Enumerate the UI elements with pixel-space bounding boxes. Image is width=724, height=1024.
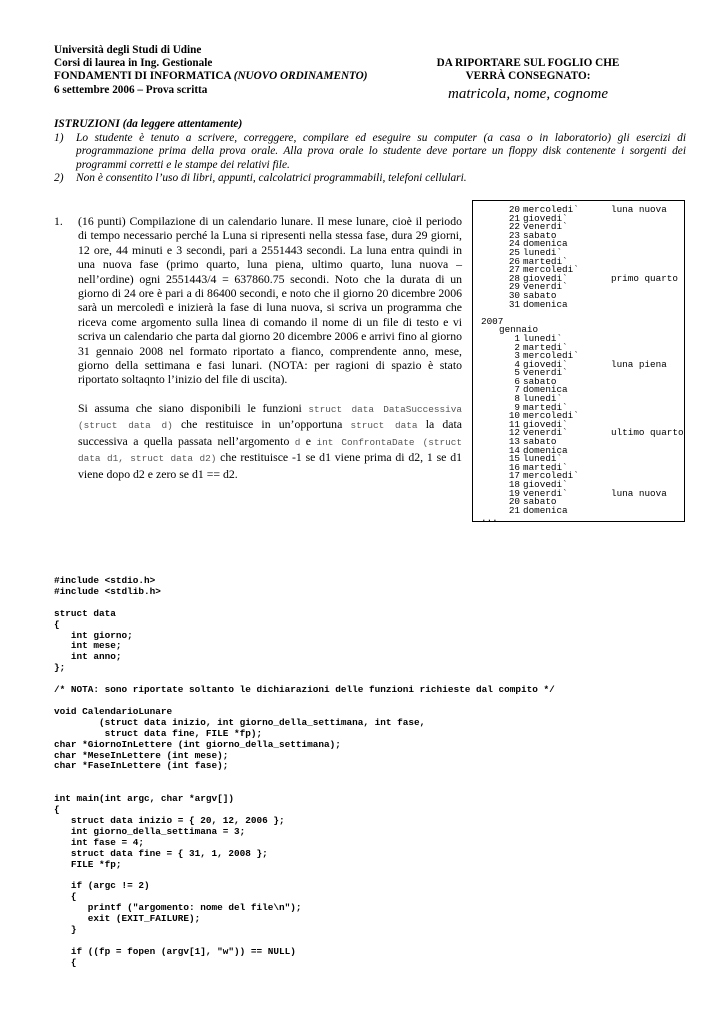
calendar-output-sample bbox=[472, 200, 685, 522]
calendar-day: 18 bbox=[508, 479, 520, 490]
calendar-weekday: domenica bbox=[523, 444, 568, 456]
calendar-line bbox=[473, 246, 684, 258]
calendar-line bbox=[473, 240, 684, 249]
calendar-day: 19 bbox=[508, 487, 520, 499]
calendar-day: 29 bbox=[508, 281, 520, 293]
calendar-line bbox=[473, 309, 684, 318]
calendar-weekday: martedi` bbox=[523, 461, 568, 473]
calendar-day: 10 bbox=[508, 410, 520, 422]
calendar-weekday: venerdi` bbox=[523, 281, 568, 293]
calendar-weekday: lunedi` bbox=[523, 453, 563, 465]
submission-note bbox=[418, 57, 638, 103]
code-datasuccessiva: struct data DataSuccessiva (struct data d) bbox=[78, 403, 462, 432]
calendar-day: 1 bbox=[514, 332, 520, 344]
calendar-weekday: domenica bbox=[523, 298, 568, 310]
calendar-line bbox=[473, 472, 684, 481]
calendar-line bbox=[473, 326, 684, 335]
calendar-moon-phase: ultimo quarto bbox=[611, 427, 684, 439]
text-fragment: Si assuma che siano disponibili le funzioni bbox=[78, 400, 309, 415]
submission-note-line1: DA RIPORTARE SUL FOGLIO CHE bbox=[436, 57, 620, 69]
course-title bbox=[54, 70, 367, 83]
calendar-line bbox=[473, 206, 684, 215]
calendar-weekday: giovedi` bbox=[523, 358, 568, 370]
calendar-line bbox=[473, 375, 684, 387]
calendar-line bbox=[473, 283, 684, 292]
calendar-line bbox=[473, 332, 684, 344]
calendar-day: 30 bbox=[508, 289, 520, 301]
text-fragment: che restituisce -1 se d1 viene prima di d2, 1 se d1 viene dopo d2 e zero se d1 == d2. bbox=[78, 450, 463, 481]
calendar-line bbox=[473, 395, 684, 404]
code-d: d bbox=[294, 436, 301, 448]
exam-date: 6 settembre 2006 – Prova scritta bbox=[54, 83, 208, 96]
calendar-day: 4 bbox=[514, 358, 520, 370]
calendar-line bbox=[473, 412, 684, 421]
calendar-month: gennaio bbox=[499, 324, 539, 336]
exercise-number: 1. bbox=[54, 214, 63, 228]
calendar-moon-phase: luna nuova bbox=[611, 204, 667, 215]
source-code: #include <stdio.h> #include <stdlib.h> struct data { int giorno; int mese; int anno; }; /* NOTA: sono riportate soltanto le dichiarazioni delle funzioni richieste dal compito */ void CalendarioLunare (struct data inizio, int giorno_della_settimana, int fase, struct data fine, FILE *fp); char *GiornoInLettere (int giorno_della_settimana); char *MeseInLettere (int mese); char *FaseInLettere (int fase); int main(int argc, char *argv[]) { struct data inizio = { 20, 12, 2006 }; int giorno_della_settimana = 3; int fase = 4; struct data fine = { 31, 1, 2008 }; FILE *fp; if (argc != 2) { printf ("argomento: nome del file\n"); exit (EXIT_FAILURE); } if ((fp = fopen (argv[1], "w")) == NULL) { bbox=[54, 575, 555, 968]
exercise-functions-note bbox=[78, 401, 462, 481]
calendar-line bbox=[473, 289, 684, 301]
instruction-number: 2) bbox=[54, 172, 64, 185]
calendar-day: 21 bbox=[508, 212, 520, 224]
calendar-weekday: lunedi` bbox=[523, 332, 563, 344]
calendar-line bbox=[473, 386, 684, 395]
exercise-1 bbox=[54, 214, 462, 481]
submission-fields: matricola, nome, cognome bbox=[448, 86, 608, 103]
exercise-description: (16 punti) Compilazione di un calendario lunare. Il mese lunare, cioè il periodo di tempo necessario perché la Luna si ripresenti nella stessa fase, dura 29 giorni, 12 ore, 44 minuti e 3 secondi, pari a 2551443 secondi. La luna entra quindi in una nuova fase (primo quarto, luna piena, ultimo quarto, luna nuova – nell’ordine) ogni 2551443/4 = 637860.75 secondi. Noto che la durata di un giorno di 24 ore è pari a di 86400 secondi, e noto che il giorno 20 dicembre 2006 sarà un mercoledì e inizierà la fase di luna nuova, si scriva un programma che riceva come argomento sulla linea di comando il nome di un file di testo e vi scriva un calendario che parta dal giorno 20 dicembre 2006 e arrivi fino al giorno 31 gennaio 2008 nel formato riportato a fianco, comprendente anno, mese, giorno della settimana e fasi lunari. (NOTA: per ragioni di spazio è stato riportato soltaqnto l’inizio del file di uscita). bbox=[78, 214, 462, 387]
calendar-line bbox=[473, 358, 684, 370]
calendar-weekday: domenica bbox=[523, 384, 568, 396]
calendar-weekday: venerdi` bbox=[523, 427, 568, 439]
calendar-weekday: venerdi` bbox=[523, 487, 568, 499]
calendar-day: 23 bbox=[508, 229, 520, 241]
instruction-number: 1) bbox=[54, 131, 64, 144]
course-title-italic: (NUOVO ORDINAMENTO) bbox=[233, 70, 368, 83]
calendar-year: 2007 bbox=[481, 315, 504, 327]
calendar-moon-phase: primo quarto bbox=[611, 272, 678, 284]
course-title-text: FONDAMENTI DI INFORMATICA bbox=[54, 70, 234, 83]
calendar-weekday: lunedi` bbox=[523, 393, 563, 405]
calendar-weekday: sabato bbox=[523, 375, 557, 387]
calendar-weekday: lunedi` bbox=[523, 246, 563, 258]
calendar-day: 11 bbox=[508, 418, 520, 430]
calendar-day: 20 bbox=[508, 204, 520, 215]
calendar-weekday: mercoledi` bbox=[523, 204, 579, 215]
calendar-day: 25 bbox=[508, 246, 520, 258]
calendar-weekday: sabato bbox=[523, 496, 557, 508]
calendar-day: 17 bbox=[508, 470, 520, 482]
calendar-weekday: domenica bbox=[523, 238, 568, 250]
calendar-line bbox=[473, 369, 684, 378]
calendar-moon-phase: luna piena bbox=[611, 358, 667, 370]
calendar-line bbox=[473, 272, 684, 284]
instruction-item bbox=[54, 172, 686, 186]
calendar-line bbox=[473, 212, 684, 224]
calendar-line bbox=[473, 438, 684, 447]
calendar-weekday: giovedi` bbox=[523, 212, 568, 224]
calendar-day: 20 bbox=[508, 496, 520, 508]
calendar-day: 27 bbox=[508, 264, 520, 276]
calendar-weekday: mercoledi` bbox=[523, 350, 579, 362]
calendar-ellipsis: ... bbox=[481, 513, 498, 522]
calendar-day: 14 bbox=[508, 444, 520, 456]
calendar-weekday: mercoledi` bbox=[523, 264, 579, 276]
calendar-day: 8 bbox=[514, 393, 520, 405]
calendar-line bbox=[473, 504, 684, 516]
calendar-day: 2 bbox=[514, 341, 520, 353]
code-struct-data: struct data bbox=[350, 420, 418, 432]
calendar-day: 21 bbox=[508, 504, 520, 516]
calendar-line bbox=[473, 455, 684, 464]
instruction-text: Non è consentito l’uso di libri, appunti, calcolatrici programmabili, telefoni cellulari. bbox=[76, 172, 467, 185]
code-confrontadate: int ConfrontaDate (struct data d1, struct data d2) bbox=[78, 436, 462, 465]
calendar-weekday: mercoledi` bbox=[523, 410, 579, 422]
calendar-weekday: giovedi` bbox=[523, 418, 568, 430]
calendar-day: 3 bbox=[514, 350, 520, 362]
calendar-weekday: sabato bbox=[523, 436, 557, 448]
instructions-title: ISTRUZIONI (da leggere attentamente) bbox=[54, 118, 243, 130]
text-fragment: che restituisce in un’opportuna bbox=[172, 417, 351, 432]
calendar-weekday: sabato bbox=[523, 289, 557, 301]
calendar-weekday: giovedi` bbox=[523, 479, 568, 490]
degree-course: Corsi di laurea in Ing. Gestionale bbox=[54, 57, 213, 70]
calendar-moon-phase: luna nuova bbox=[611, 487, 667, 499]
calendar-day: 28 bbox=[508, 272, 520, 284]
calendar-day: 26 bbox=[508, 255, 520, 267]
calendar-day: 31 bbox=[508, 298, 520, 310]
calendar-weekday: martedi` bbox=[523, 255, 568, 267]
calendar-weekday: domenica bbox=[523, 504, 568, 516]
university-name: Università degli Studi di Udine bbox=[54, 44, 202, 56]
calendar-weekday: giovedi` bbox=[523, 272, 568, 284]
calendar-day: 16 bbox=[508, 461, 520, 473]
calendar-line bbox=[473, 429, 684, 438]
calendar-day: 13 bbox=[508, 436, 520, 448]
calendar-line bbox=[473, 229, 684, 241]
calendar-weekday: venerdi` bbox=[523, 221, 568, 233]
calendar-line bbox=[473, 223, 684, 232]
instruction-item bbox=[54, 132, 686, 173]
calendar-day: 12 bbox=[508, 427, 520, 439]
calendar-line bbox=[473, 298, 684, 310]
calendar-line bbox=[473, 444, 684, 456]
instructions bbox=[54, 118, 686, 186]
calendar-weekday: sabato bbox=[523, 229, 557, 241]
course-header bbox=[54, 44, 367, 97]
text-fragment: la data successiva a quella passata nell’argomento bbox=[78, 417, 463, 448]
calendar-weekday: martedi` bbox=[523, 401, 568, 413]
calendar-day: 6 bbox=[514, 375, 520, 387]
calendar-weekday: martedi` bbox=[523, 341, 568, 353]
calendar-day: 15 bbox=[508, 453, 520, 465]
calendar-line bbox=[473, 515, 684, 522]
calendar-day: 7 bbox=[514, 384, 520, 396]
calendar-line bbox=[473, 498, 684, 507]
calendar-day: 9 bbox=[514, 401, 520, 413]
calendar-day: 24 bbox=[508, 238, 520, 250]
calendar-day: 22 bbox=[508, 221, 520, 233]
calendar-weekday: mercoledi` bbox=[523, 470, 579, 482]
submission-note-line2: VERRÀ CONSEGNATO: bbox=[465, 70, 591, 83]
calendar-line bbox=[473, 487, 684, 499]
calendar-day: 5 bbox=[514, 367, 520, 379]
calendar-weekday: venerdi` bbox=[523, 367, 568, 379]
text-fragment: e bbox=[300, 433, 317, 448]
instruction-text: Lo studente è tenuto a scrivere, correggere, compilare ed eseguire su computer (a casa o in laboratorio) gli esercizi di programmazione prima della prova orale. Alla prova orale lo studente deve portare un floppy disk contenente i sorgenti dei programmi corretti e le stampe dei relativi file. bbox=[76, 131, 686, 171]
